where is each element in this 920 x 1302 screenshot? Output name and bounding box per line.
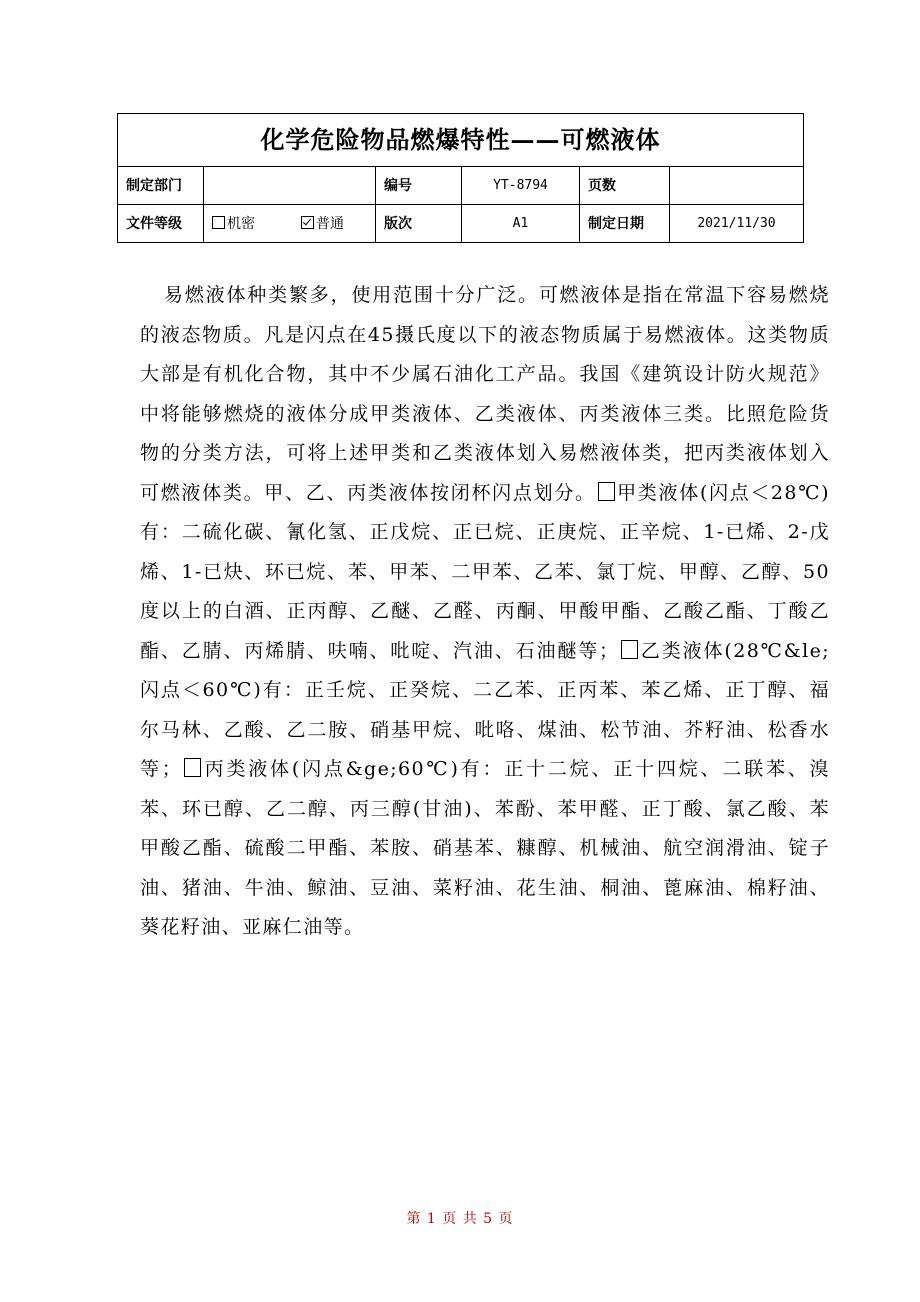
number-label: 编号 <box>376 167 462 205</box>
number-value: YT-8794 <box>462 167 580 205</box>
checkbox-checked-icon <box>301 216 314 229</box>
box-symbol-icon <box>598 482 615 501</box>
body-class-a: 甲类液体(闪点＜28℃)有：二硫化碳、氰化氢、正戊烷、正已烷、正庚烷、正辛烷、1-已烯、2-戊烯、1-已炔、环已烷、苯、甲苯、二甲苯、乙苯、氯丁烷、甲醇、乙醇、50度以上的白酒、正丙醇、乙醚、乙醛、丙酮、甲酸甲酯、乙酸乙酯、丁酸乙酯、乙腈、丙烯腈、呋喃、吡啶、汽油、石油醚等； <box>140 481 830 662</box>
document-title: 化学危险物品燃爆特性——可燃液体 <box>118 114 804 167</box>
department-value <box>204 167 376 205</box>
box-symbol-icon <box>621 640 638 659</box>
level-option-label: 普通 <box>316 215 344 232</box>
document-header-table <box>117 113 804 243</box>
pages-label: 页数 <box>580 167 670 205</box>
pages-value <box>670 167 804 205</box>
body-class-c: 丙类液体(闪点&ge;60℃)有：正十二烷、正十四烷、二联苯、溴苯、环已醇、乙二醇、丙三醇(甘油)、苯酚、苯甲醛、正丁酸、氯乙酸、苯甲酸乙酯、硫酸二甲酯、苯胺、硝基苯、糠醇、机械油、航空润滑油、锭子油、猪油、牛油、鲸油、豆油、菜籽油、花生油、桐油、蓖麻油、棉籽油、葵花籽油、亚麻仁油等。 <box>140 758 830 938</box>
body-paragraph <box>140 276 830 948</box>
body-intro: 易燃液体种类繁多，使用范围十分广泛。可燃液体是指在常温下容易燃烧的液态物质。凡是闪点在45摄氏度以下的液态物质属于易燃液体。这类物质大部是有机化合物，其中不少属石油化工产品。我国《建筑设计防火规范》中将能够燃烧的液体分成甲类液体、乙类液体、丙类液体三类。比照危险货物的分类方法，可将上述甲类和乙类液体划入易燃液体类，把丙类液体划入可燃液体类。甲、乙、丙类液体按闭杯闪点划分。 <box>140 284 830 504</box>
version-label: 版次 <box>376 205 462 243</box>
department-label: 制定部门 <box>118 167 204 205</box>
box-symbol-icon <box>184 758 201 777</box>
level-options <box>204 205 376 243</box>
level-option-normal[interactable] <box>301 215 344 233</box>
level-option-confidential[interactable] <box>212 215 255 233</box>
date-label: 制定日期 <box>580 205 670 243</box>
level-option-label: 机密 <box>227 215 255 232</box>
body-class-b: 乙类液体(28℃&le;闪点＜60℃)有：正壬烷、正癸烷、二乙苯、正丙苯、苯乙烯、正丁醇、福尔马林、乙酸、乙二胺、硝基甲烷、吡咯、煤油、松节油、芥籽油、松香水等； <box>140 639 831 780</box>
version-value: A1 <box>462 205 580 243</box>
checkbox-icon <box>212 216 225 229</box>
page-footer: 第 1 页 共 5 页 <box>406 1211 514 1227</box>
level-label: 文件等级 <box>118 205 204 243</box>
date-value: 2021/11/30 <box>670 205 804 243</box>
